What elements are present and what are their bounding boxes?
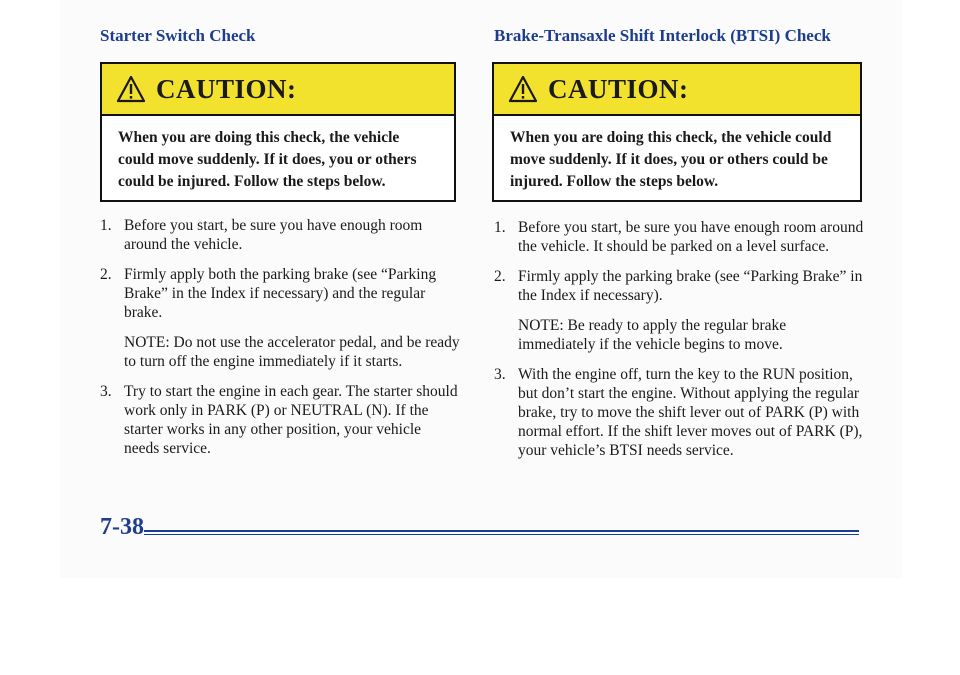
list-item (494, 218, 866, 256)
step-number: 3. (100, 383, 112, 400)
step-note: NOTE: Do not use the accelerator pedal, and be ready to turn off the engine immediately if it starts. (124, 334, 460, 370)
step-note: NOTE: Be ready to apply the regular brake immediately if the vehicle begins to move. (518, 317, 787, 353)
step-text: Before you start, be sure you have enough room around the vehicle. It should be parked on a level surface. (518, 219, 864, 255)
warning-triangle-icon (508, 75, 538, 103)
step-text: Try to start the engine in each gear. The starter should work only in PARK (P) or NEUTRAL (N). If the starter works in any other position, your vehicle needs service. (124, 383, 458, 457)
step-text: Before you start, be sure you have enough room around the vehicle. (124, 217, 423, 253)
btsi-steps-list (494, 218, 866, 471)
list-item (494, 365, 866, 460)
step-text: With the engine off, turn the key to the RUN position, but don’t start the engine. Without applying the regular brake, try to move the shift lever out of PARK (P) with normal effort. If the shift lever moves out of PARK (P), your vehicle’s BTSI needs service. (518, 366, 863, 459)
starter-steps-list (100, 216, 460, 469)
step-number: 2. (100, 266, 112, 283)
caution-header (494, 64, 860, 116)
page-number: 7-38 (100, 514, 144, 540)
step-number: 3. (494, 366, 506, 383)
btsi-check-heading: Brake-Transaxle Shift Interlock (BTSI) Check (494, 26, 831, 45)
caution-label: CAUTION: (548, 73, 689, 104)
step-number: 1. (494, 219, 506, 236)
list-item (494, 267, 866, 354)
caution-text: When you are doing this check, the vehicle could move suddenly. If it does, you or others could be injured. Follow the steps below. (118, 129, 417, 190)
caution-label: CAUTION: (156, 73, 297, 104)
caution-box-starter (100, 62, 456, 202)
step-text: Firmly apply both the parking brake (see “Parking Brake” in the Index if necessary) and the regular brake. (124, 266, 437, 321)
starter-switch-heading: Starter Switch Check (100, 26, 256, 45)
list-item (100, 382, 460, 458)
caution-box-btsi (492, 62, 862, 202)
caution-header (102, 64, 454, 116)
list-item (100, 265, 460, 371)
step-text: Firmly apply the parking brake (see “Parking Brake” in the Index if necessary). (518, 268, 863, 304)
list-item (100, 216, 460, 254)
step-number: 1. (100, 217, 112, 234)
footer-rule (144, 530, 859, 535)
caution-text: When you are doing this check, the vehicle could move suddenly. If it does, you or others could be injured. Follow the steps below. (510, 129, 832, 190)
warning-triangle-icon (116, 75, 146, 103)
step-number: 2. (494, 268, 506, 285)
